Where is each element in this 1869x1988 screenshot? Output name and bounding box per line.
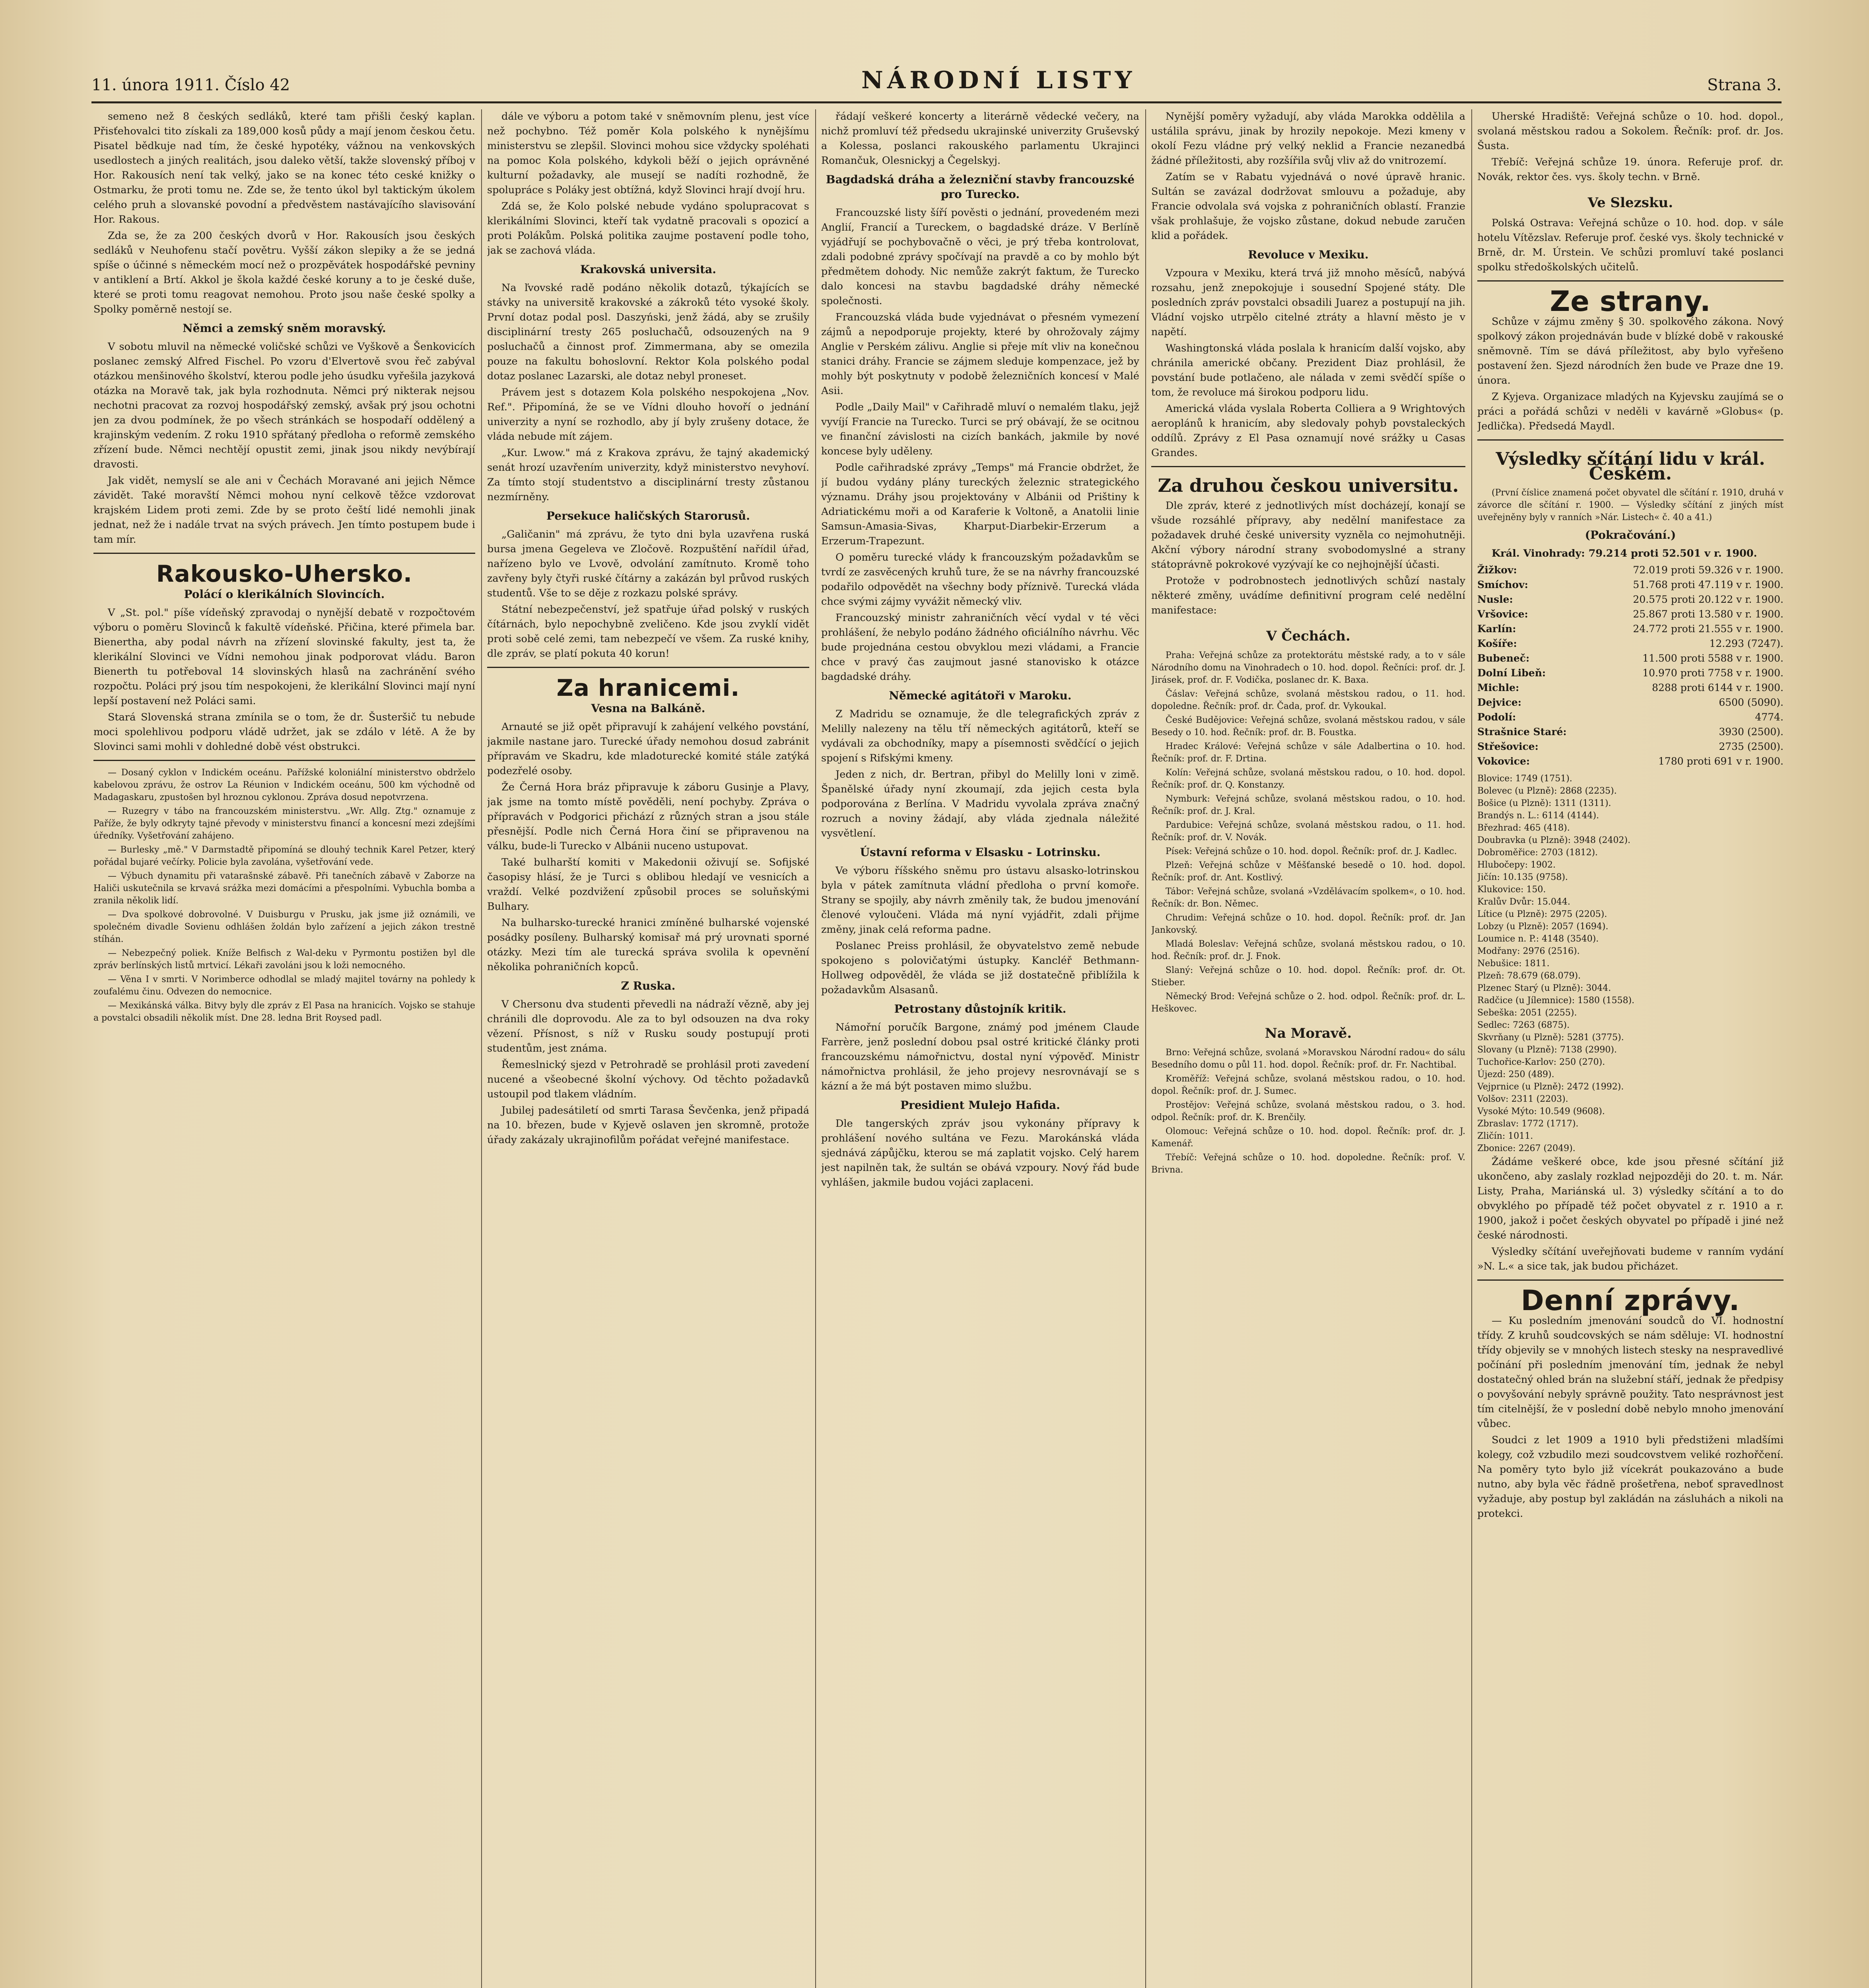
divider — [1151, 466, 1465, 467]
news-item: — Burlesky „mě." V Darmstadtě připomíná se dlouhý technik Karel Petzer, který pořádal bujaré večírky. Policie byla zavolána, vyšetřování vede. — [93, 845, 475, 867]
meeting-item: Nymburk: Veřejná schůze, svolaná městskou radou, o 10. hod. Řečník: prof. dr. J. Kral. — [1151, 794, 1465, 816]
article-heading: Ústavní reforma v Elsasku - Lotrinsku. — [860, 846, 1101, 859]
census-value: 8288 proti 6144 v r. 1900. — [1652, 682, 1784, 693]
meeting-item: Kroměříž: Veřejná schůze, svolaná městskou radou, o 10. hod. dopol. Řečník: prof. dr. J. Sumec. — [1151, 1074, 1465, 1096]
paragraph: O poměru turecké vlády k francouzským požadavkům se tvrdí ze zasvěcených kruhů ture, že se na návrhy francouzské podařilo odpovědět na všechny body příznivě. Turecká vláda chce svými zájmy vyvážit německý vliv. — [821, 551, 1139, 608]
census-note: (První číslice znamená počet obyvatel dle sčítání r. 1910, druhá v závorce dle sčítání r. 1900. — Výsledky sčítání z jiných míst uveřejněny byly v ranních »Nár. Listech« č. 40 a 41.) — [1477, 488, 1784, 522]
census-town: Blovice: 1749 (1751). — [1477, 774, 1572, 784]
column-4 — [1151, 109, 1465, 1988]
paragraph: Právem jest s dotazem Kola polského nespokojena „Nov. Ref.". Připomíná, že se ve Vídni dlouho hovoří o jednání univerzity a nyní se rozhodlo, aby jí byly zrušeny dotace, že vláda nebude mít zájem. — [487, 386, 809, 443]
paragraph: V sobotu mluvil na německé voličské schůzi ve Vyškově a Šenkovicích poslanec zemský Alfred Fischel. Po vzoru d'Elvertově svou řeč zabýval otázkou menšinového školství, kterou podle jeho úsudku vyřešila jazyková otázka na Moravě tak, jak byla rozhodnuta. Němci prý nikterak nejsou nechotni pracovat za rozvoj hospodářský zemský, avšak prý jsou ochotni jen za dvou podmínek, že po všech stránkách se hospodaří oddělený a krajinským vedením. Z roku 1910 spřátaný předloha o reformě zemského zřízení bude. Němci nechtějí opustit zemi, jinak jsou nikdy nevýbírají dravosti. — [93, 341, 475, 470]
news-item: — Dosaný cyklon v Indickém oceánu. Pařížské koloniální ministerstvo obdrželo kabelovou zprávu, že ostrov La Réunion v Indickém oceánu, 500 km východně od Madagaskaru, zpustošen byl hroznou cyklonou. Zpráva dosud nepotvrzena. — [93, 768, 475, 802]
census-row — [1477, 636, 1784, 651]
census-place: Karlín: — [1477, 623, 1516, 635]
paragraph: Na ľvovské radě podáno několik dotazů, týkajících se stávky na universitě krakovské a zákroků této vysoké školy. První dotaz podal posl. Daszyński, jenž žádá, aby se zrušily disciplinární tresty 265 posluchačů, odsouzených na 9 posluchačů a činnost prof. Zimmermana, aby se omezila pouze na fakultu bohoslovní. Rektor Kola polského podal dotaz poslanec Lazarski, ale dotaz nebyl proneset. — [487, 282, 809, 382]
census-town: Plzenec Starý (u Plzně): 3044. — [1477, 983, 1611, 993]
divider — [1477, 439, 1784, 441]
paragraph: Arnauté se již opět připravují k zahájení velkého povstání, jakmile nastane jaro. Turecké úřady nemohou dosud zabránit přípravám ve Skadru, kde mladoturecké komité stále zatýká podezřelé osoby. — [487, 721, 809, 777]
continuation-label: (Pokračování.) — [1585, 528, 1676, 542]
section-title: Denní zprávy. — [1521, 1284, 1740, 1317]
meeting-item: Slaný: Veřejná schůze o 10. hod. dopol. Řečník: prof. dr. Ot. Stieber. — [1151, 965, 1465, 988]
article-heading: Z Ruska. — [621, 979, 676, 992]
census-town: Hlubočepy: 1902. — [1477, 860, 1556, 870]
paragraph: Francouzská vláda bude vyjednávat o přesném vymezení zájmů a nepodporuje projekty, které by ohrožovaly zájmy Anglie v Perském zálivu. Anglie si přeje mít vliv na konečnou stanici dráhy. Francie se zájmem sleduje kompenzace, jež by mohly být poskytnuty v podobě železničních koncesí v Malé Asii. — [821, 311, 1139, 397]
meeting-item: Tábor: Veřejná schůze, svolaná »Vzdělávacím spolkem«, o 10. hod. Řečník: dr. Bon. Němec. — [1151, 887, 1465, 909]
census-town: Lítice (u Plzně): 2975 (2205). — [1477, 909, 1607, 919]
paragraph: Třebíč: Veřejná schůze 19. února. Referuje prof. dr. Novák, rektor čes. vys. školy techn. v Brně. — [1477, 156, 1784, 183]
census-town: Nebušice: 1811. — [1477, 959, 1550, 969]
census-town: Bolevec (u Plzně): 2868 (2235). — [1477, 786, 1617, 796]
paragraph: Soudci z let 1909 a 1910 byli předstiženi mladšími kolegy, což vzbudilo mezi soudcovstvem veliké rozhořčení. Na poměry tyto bylo již vícekrát poukazováno a bude nutno, aby byla věc řádně prošetřena, neboť spravedlnost vyžaduje, aby postup byl zakládán na zásluhách a nikoli na protekci. — [1477, 1434, 1784, 1520]
column-rule — [815, 109, 816, 1988]
paragraph: Výsledky sčítání uveřejňovati budeme v ranním vydání »N. L.« a sice tak, jak budou přicházet. — [1477, 1246, 1784, 1272]
divider — [93, 760, 475, 761]
paragraph: Státní nebezpečenství, jež spatřuje úřad polský v ruských čítárnách, bylo nepochybně zveličeno. Kde jsou zvyklí vidět proti sobě celé zemi, tam nebezpečí ve všem. Za ruské knihy, dle zpráv, se platí pokuta 40 korun! — [487, 604, 809, 660]
census-value: 51.768 proti 47.119 v r. 1900. — [1633, 579, 1784, 590]
census-row — [1477, 651, 1784, 666]
census-row — [1477, 621, 1784, 636]
article-heading: Bagdadská dráha a železniční stavby francouzské pro Turecko. — [826, 173, 1135, 201]
census-town: Vejprnice (u Plzně): 2472 (1992). — [1477, 1082, 1624, 1092]
census-row — [1477, 577, 1784, 592]
census-town: Loumice n. P.: 4148 (3540). — [1477, 934, 1599, 944]
census-towns — [1477, 773, 1784, 1155]
census-place: Smíchov: — [1477, 579, 1528, 590]
section-title: Za druhou českou universitu. — [1158, 475, 1459, 496]
paragraph: Francouzské listy šíří pověsti o jednání, provedeném mezi Anglií, Francií a Tureckem, o bagdadské dráze. V Berlíně vyjádřují se pochybovačně o věci, je prý třeba kontrolovat, zdali podobné zprávy spočívají na pravdě a co by mohlo být předmětem dohody. Nic nemůže zakrýt faktum, že Turecko dalo koncesi na stavbu bagdadské dráhy německé společnosti. — [821, 207, 1139, 307]
paragraph: Zdá se, že Kolo polské nebude vydáno spolupracovat s klerikálními Slovinci, kteří tak vydatně pracovali s opozicí a proti Polákům. Polská politika zaujme postavení podle toho, jak se zachová vláda. — [487, 200, 809, 256]
paragraph: řádají veškeré koncerty a literárně vědecké večery, na nichž promluví též předsedu ukrajinské univerzity Gruševský a Kolessa, poslanci rakouského parlamentu Ukrajinci Romančuk, Olesnickyj a Čegelskyj. — [821, 111, 1139, 167]
section-title: Výsledky sčítání lidu v král. Českém. — [1496, 449, 1765, 484]
census-value: 24.772 proti 21.555 v r. 1900. — [1633, 623, 1784, 635]
census-value: 11.500 proti 5588 v r. 1900. — [1642, 652, 1784, 664]
census-stats — [1477, 563, 1784, 769]
paragraph: Nynější poměry vyžadují, aby vláda Marokka oddělila a ustálila správu, jinak by hrozily nepokoje. Mezi kmeny v okolí Fezu vládne prý velký neklid a Francie nezanedbá žádné příležitosti, aby rozšířila svůj vliv až do vnitrozemí. — [1151, 111, 1465, 167]
census-town: Kralův Dvůr: 15.044. — [1477, 897, 1570, 907]
article-heading: Revoluce v Mexiku. — [1248, 248, 1369, 261]
census-town: Újezd: 250 (489). — [1477, 1070, 1554, 1079]
meeting-item: Olomouc: Veřejná schůze o 10. hod. dopol. Řečník: prof. dr. J. Kamenář. — [1151, 1126, 1465, 1149]
census-value: 25.867 proti 13.580 v r. 1900. — [1633, 608, 1784, 620]
paragraph: Podle „Daily Mail" v Cařihradě mluví o nemalém tlaku, jejž vyvíjí Francie na Turecko. Turci se prý obávají, že se ocitnou ve finanční závislosti na cizích bankách, jakmile by nové koncese byly uděleny. — [821, 401, 1139, 457]
census-town: Vysoké Mýto: 10.549 (9608). — [1477, 1107, 1605, 1116]
subsection-heading: Ve Slezsku. — [1587, 195, 1673, 211]
divider — [1477, 1279, 1784, 1281]
census-town: Skvrňany (u Plzně): 5281 (3775). — [1477, 1033, 1624, 1043]
column-1 — [93, 109, 475, 1988]
census-row: Král. Vinohrady: 79.214 proti 52.501 v r. 1900. — [1492, 547, 1757, 559]
census-town: Klukovice: 150. — [1477, 885, 1546, 895]
paragraph: „Kur. Lwow." má z Krakova zprávu, že tajný akademický senát hrozí uzavřením univerzity, když ministerstvo nevyhoví. Za tímto stojí studentstvo a disciplinární tresty zůstanou nezmírněny. — [487, 447, 809, 503]
meeting-item: Prostějov: Veřejná schůze, svolaná městskou radou, o 3. hod. odpol. Řečník: prof. dr. K. Brenčily. — [1151, 1100, 1465, 1122]
census-town: Brandýs n. L.: 6114 (4144). — [1477, 811, 1599, 821]
article-heading: Persekuce haličských Starorusů. — [546, 509, 750, 522]
paragraph: Jubilej padesátiletí od smrti Tarasa Ševčenka, jenž připadá na 10. březen, bude v Kyjevě oslaven jen skromně, protože úřady zakázaly ukrajinofilům pořádat veřejné manifestace. — [487, 1105, 809, 1146]
meeting-item: Čáslav: Veřejná schůze, svolaná městskou radou, o 11. hod. dopoledne. Řečník: prof. dr. Čada, prof. dr. Vykoukal. — [1151, 689, 1465, 711]
paragraph: Stará Slovenská strana zmínila se o tom, že dr. Šusteršič tu nebude moci spolehlivou podporu vládě udržet, jak se zdálo v létě. A že by Slovinci sami mohli v dohledné době vést obstrukci. — [93, 711, 475, 753]
meeting-item: Písek: Veřejná schůze o 10. hod. dopol. Řečník: prof. dr. J. Kadlec. — [1166, 846, 1457, 856]
census-row — [1477, 607, 1784, 621]
census-value: 72.019 proti 59.326 v r. 1900. — [1633, 564, 1784, 576]
paragraph: Žádáme veškeré obce, kde jsou přesné sčítání již ukončeno, aby zaslaly rozklad nejpozději do 20. t. m. Nár. Listy, Praha, Mariánská ul. 3) výsledky sčítání a to do obvyklého po případě též počet obyvatel z r. 1910 a r. 1900, jakož i počet českých obyvatel po případě i jiné než české národnosti. — [1477, 1156, 1784, 1241]
meeting-item: Pardubice: Veřejná schůze, svolaná městskou radou, o 11. hod. Řečník: prof. dr. V. Novák. — [1151, 820, 1465, 843]
column-rule — [1471, 109, 1472, 1988]
census-town: Dobroměřice: 2703 (1812). — [1477, 848, 1598, 858]
census-row — [1477, 563, 1784, 577]
census-town: Bošice (u Plzně): 1311 (1311). — [1477, 798, 1611, 808]
meeting-item: České Budějovice: Veřejná schůze, svolaná městskou radou, v sále Besedy o 10. hod. Řečník: prof. dr. B. Foustka. — [1151, 715, 1465, 738]
census-town: Sedlec: 7263 (6875). — [1477, 1020, 1570, 1030]
census-place: Dejvice: — [1477, 697, 1522, 708]
census-town: Lobzy (u Plzně): 2057 (1694). — [1477, 922, 1609, 932]
paragraph: Zda se, že za 200 českých dvorů v Hor. Rakousích jsou českých sedláků v Neuhofenu stačí povětru. Vyšší zákon slepiky a že se jedná spíše o účinné s německém mocí než o prozpěvátek hospodářské pevniny v antiklení a Brtí. Akkol je škola každé české koruny a to je české duše, které se proti tomu reagovat nemohou. Proto jsou naše české spolky a Spolky poměrně nestojí se. — [93, 230, 475, 315]
paragraph: Ve výboru říšského sněmu pro ústavu alsasko-lotrinskou byla v pátek zamítnuta vládní předloha o první komoře. Strany se spojily, aby návrh změnily tak, že budou jmenování členové vyloučeni. Vláda má nyní vyjádřit, zdali přijme změny, jinak celá reforma padne. — [821, 865, 1139, 936]
meeting-item: Třebíč: Veřejná schůze o 10. hod. dopoledne. Řečník: prof. V. Brivna. — [1151, 1153, 1465, 1175]
column-3 — [821, 109, 1139, 1988]
paragraph: Na bulharsko-turecké hranici zmíněné bulharské vojenské posádky posíleny. Bulharský komisař má prý urovnati sporné otázky. Mezi tím ale turecká správa svolila k opevnění několika pohraničních kopců. — [487, 917, 809, 973]
column-5 — [1477, 109, 1784, 1988]
census-town: Radčice (u Jílemnice): 1580 (1558). — [1477, 996, 1635, 1006]
census-town: Doubravka (u Plzně): 3948 (2402). — [1477, 835, 1631, 845]
news-item: — Nebezpečný poliek. Kníže Belfisch z Wal-deku v Pyrmontu postižen byl dle zpráv berlínských listů mrtvicí. Lékaři zavoláni jsou k loži nemocného. — [93, 948, 475, 971]
census-value: 20.575 proti 20.122 v r. 1900. — [1633, 594, 1784, 605]
census-row — [1477, 739, 1784, 754]
page-header — [91, 60, 1782, 103]
paragraph: Podle cařihradské zprávy „Temps" má Francie obdržet, že jí budou vydány plány tureckých železnic strategického významu. Dráhy jsou projektovány v Albánii od Prištiny k Adriatickému moři a od Karaferie k Voltoně, a Anatolii linie Samsun-Amasia-Sivas, Kharput-Diarbekir-Erzerum a Erzerum-Trapezunt. — [821, 462, 1139, 547]
paragraph: — Ku posledním jmenování soudců do VI. hodnostní třídy. Z kruhů soudcovských se nám sděluje: VI. hodnostní třídy objevily se v mnohých listech stesky na nespravedlivé počínání při posledním jmenování tím, jednak že nebyl dostatečný ohled brán na služební stáří, jednak že předpisy o povyšování nebyly správně použity. Tato nesprávnost jest tím citelnější, že v poslední době nebylo mnoho jmenování vůbec. — [1477, 1315, 1784, 1430]
census-place: Žižkov: — [1477, 564, 1517, 576]
subsection-heading: V Čechách. — [1266, 628, 1350, 644]
section-heading: Němci a zemský sněm moravský. — [183, 322, 386, 335]
census-value: 12.293 (7247). — [1709, 638, 1784, 649]
paragraph: Námořní poručík Bargone, známý pod jménem Claude Farrère, jenž poslední dobou psal ostré kritické články proti francouzskému námořnictvu, dostal nyní výpověď. Ministr námořnictva prohlásil, že jeho projevy nesrovnávají se s kázní a že má být postaven mimo službu. — [821, 1021, 1139, 1092]
census-place: Bubeneč: — [1477, 652, 1530, 664]
census-row — [1477, 724, 1784, 739]
census-town: Plzeň: 78.679 (68.079). — [1477, 971, 1581, 981]
news-item: — Věna I v smrti. V Norimberce odhodlal se mladý majitel továrny na pohledy k zoufalému činu. Odvezen do nemocnice. — [93, 975, 475, 997]
divider — [93, 553, 475, 554]
census-row — [1477, 754, 1784, 769]
meeting-item: Brno: Veřejná schůze, svolaná »Moravskou Národní radou« do sálu Besedního domu o půl 11. hod. dopol. Řečník: prof. dr. Fr. Nachtibal. — [1151, 1048, 1465, 1070]
news-item: — Výbuch dynamitu při vatarašnské zábavě. Při tanečních zábavě v Zaborze na Haliči uskutečnila se krvavá srážka mezi domácími a přespolními. Vybuchla bomba a zranila několik lidí. — [93, 871, 475, 906]
census-value: 3930 (2500). — [1719, 726, 1784, 738]
census-place: Dolní Libeň: — [1477, 667, 1546, 679]
census-value: 2735 (2500). — [1719, 741, 1784, 752]
paragraph: semeno než 8 českých sedláků, které tam přišli český kaplan. Přisťehovalci tito získali za 189,000 kosů půdy a mají jenom českou četu. Pisatel bědkuje nad tím, že české hypotéky, vážnou na venkovských usedlostech a jiných realitách, jsou daleko větší, takže slovenský příboj v Hor. Rakousích není tak velký, jako se na konec této ceské knižky o Ostmarku, že proti tomu ne. Zde se, že tento úkol byl taktickým úkolem celého pruh a slovanské povodní a předvěstem nastávajícího slavisování Hor. Rakous. — [93, 111, 475, 225]
article-heading: Petrostany důstojník kritik. — [894, 1002, 1067, 1015]
paragraph: Washingtonská vláda poslala k hranicím další vojsko, aby chránila americké občany. Prezident Diaz prohlásil, že povstání bude potlačeno, ale nálada v zemi svědčí spíše o tom, že revoluce má širokou podporu lidu. — [1151, 342, 1465, 398]
census-row — [1477, 710, 1784, 724]
news-item: — Mexikánská válka. Bitvy byly dle zpráv z El Pasa na hranicích. Vojsko se stahuje a povstalci obsadili několik míst. Dne 28. ledna Brit Roysed padl. — [93, 1001, 475, 1023]
census-town: Březhrad: 465 (418). — [1477, 823, 1570, 833]
census-value: 1780 proti 691 v r. 1900. — [1658, 755, 1784, 767]
news-item: — Dva spolkové dobrovolné. V Duisburgu v Prusku, jak jsme již oznámili, ve společném divadle Sovienu odhlášen žoldán bylo zařízení a jejich zákon trestně stíhán. — [93, 910, 475, 944]
meeting-item: Kolín: Veřejná schůze, svolaná městskou radou, o 10. hod. dopol. Řečník: prof. dr. Q. Konstanzy. — [1151, 768, 1465, 790]
article-heading: Německé agitátoři v Maroku. — [889, 689, 1072, 702]
column-2 — [487, 109, 809, 1988]
meeting-item: Praha: Veřejná schůze za protektorátu městské rady, a to v sále Národního domu na Vinohradech o 10. hod. dopol. Řečníci: prof. dr. J. Jirásek, prof. dr. F. Vodička, poslanec dr. K. Baxa. — [1151, 650, 1465, 685]
paragraph: Dle tangerských zpráv jsou vykonány přípravy k prohlášení nového sultána ve Fezu. Marokánská vláda sjednává zápůjčku, kterou se má zaplatit vojsko. Celý harem jest napilněn tak, že sultán se obává vzpoury. Nový řád bude vyhlášen, jakmile budou vojáci zaplaceni. — [821, 1118, 1139, 1188]
section-title: Za hranicemi. — [556, 674, 740, 701]
paragraph: Z Kyjeva. Organizace mladých na Kyjevsku zaujímá se o práci a pořádá schůzi v neděli v kavárně »Globus« (p. Jedlička). Předsedá Maydl. — [1477, 391, 1784, 432]
census-place: Nusle: — [1477, 594, 1513, 605]
paragraph: Řemeslnický sjezd v Petrohradě se prohlásil proti zavedení nucené a všeobecné školní výchovy. Od těchto požadavků ustoupil pod tlakem vládním. — [487, 1059, 809, 1100]
census-place: Košíře: — [1477, 638, 1517, 649]
paragraph: Dle zpráv, které z jednotlivých míst docházejí, konají se všude rozsáhlé přípravy, aby nedělní manifestace za požadavek druhé české university vyzněla co nejmohutněji. Akční výbory národní strany svobodomyslné a strany státoprávně pokrokové vyzývají ke co nejhojnější účasti. — [1151, 500, 1465, 571]
paragraph: Schůze v zájmu změny § 30. spolkového zákona. Nový spolkový zákon projednáván bude v blízké době v rakouské sněmovně. Tím se dává příležitost, aby bylo vyřešeno postavení žen. Sjezd národních žen bude ve Praze dne 19. února. — [1477, 316, 1784, 386]
page-number: Strana 3. — [1707, 76, 1782, 94]
census-row — [1477, 695, 1784, 710]
paragraph: dále ve výboru a potom také v sněmovním plenu, jest více než pochybno. Též poměr Kola polského k nynějšímu ministerstvu se zlepšil. Slovinci mohou sice vždycky spoléhati na pomoc Kola polského, kdykoli běží o jejich oprávněné kulturní požadavky, ale musejí se nadíti rozhodně, že spolupráce s Poláky jest obtížná, když Slovinci hrají dvojí hru. — [487, 111, 809, 196]
census-town: Zbraslav: 1772 (1717). — [1477, 1119, 1579, 1129]
article-heading: Polácí o klerikálních Slovincích. — [184, 588, 385, 601]
column-rule — [1145, 109, 1146, 1988]
census-row — [1477, 592, 1784, 607]
census-row — [1477, 666, 1784, 680]
divider — [1477, 280, 1784, 282]
subsection-heading: Na Moravě. — [1265, 1025, 1352, 1041]
census-value: 4774. — [1755, 711, 1784, 723]
paragraph: Poslanec Preiss prohlásil, že obyvatelstvo země nebude spokojeno s polovičatými ústupky. Kancléř Bethmann-Hollweg odpověděl, že vláda se již dostatečně přiblížila k požadavkům Alsasanů. — [821, 940, 1139, 996]
census-place: Střešovice: — [1477, 741, 1539, 752]
paragraph: Polská Ostrava: Veřejná schůze o 10. hod. dop. v sále hotelu Vítězslav. Referuje prof. české vys. školy technické v Brně, dr. M. Úrstein. Ve schůzi promluví také poslanci spolku středoškolských učitelů. — [1477, 217, 1784, 273]
paragraph: V „St. pol." píše vídeňský zpravodaj o nynější debatě v rozpočtovém výboru o poměru Slovinců k fakultě vídeňské. Přičina, které přimela bar. Bienertha, aby podal návrh na zřízení slovinské fakulty, jest ta, že klerikální Slovinci ve Vídni nemohou jinak podporovat vládu. Baron Bienerth tu potřeboval 14 slovinských hlasů na zachránění svého rozpočtu. Poláci prý jsou tím nespokojeni, že klerikální Slovinci mají nyní lepší postavení než Poláci sami. — [93, 607, 475, 707]
divider — [487, 667, 809, 668]
census-place: Vršovice: — [1477, 608, 1528, 620]
section-title: Rakousko-Uhersko. — [156, 560, 413, 587]
paragraph: Že Černá Hora bráz připravuje k záboru Gusinje a Plavy, jak jsme na tomto místě pověděli, není pochyby. Zpráva o přípravách v Podgorici přichází z různých stran a jsou stále přesnější. Podle nich Černá Hora činí se připravenou na válku, bude-li Turecko v Albánii nuceno ustupovat. — [487, 781, 809, 852]
paragraph: Jeden z nich, dr. Bertran, přibyl do Melilly loni v zimě. Španělské úřady nyní zkoumají, zda jejich cesta byla podporována z Berlína. V Madridu vyvolala zpráva značný rozruch a noviny žádají, aby vláda zjednala náležité vysvětlení. — [821, 769, 1139, 839]
paragraph: Uherské Hradiště: Veřejná schůze o 10. hod. dopol., svolaná městskou radou a Sokolem. Řečník: prof. dr. Jos. Šusta. — [1477, 111, 1784, 152]
meeting-item: Hradec Králové: Veřejná schůze v sále Adalbertina o 10. hod. Řečník: prof. dr. F. Drtina. — [1151, 742, 1465, 764]
meeting-item: Chrudim: Veřejná schůze o 10. hod. dopol. Řečník: prof. dr. Jan Jankovský. — [1151, 913, 1465, 935]
census-town: Sebeška: 2051 (2255). — [1477, 1008, 1577, 1018]
meeting-item: Německý Brod: Veřejná schůze o 2. hod. odpol. Řečník: prof. dr. L. Heškovec. — [1151, 992, 1465, 1014]
census-place: Podolí: — [1477, 711, 1516, 723]
census-place: Vokovice: — [1477, 755, 1530, 767]
section-title: Ze strany. — [1550, 285, 1711, 318]
census-row — [1477, 680, 1784, 695]
census-town: Zličín: 1011. — [1477, 1131, 1533, 1141]
census-town: Volšov: 2311 (2203). — [1477, 1094, 1568, 1104]
meeting-item: Mladá Boleslav: Veřejná schůze, svolaná městskou radou, o 10. hod. Řečník: prof. dr. J. Fnok. — [1151, 939, 1465, 961]
issue-date: 11. února 1911. Číslo 42 — [91, 76, 290, 94]
article-heading: Vesna na Balkáně. — [591, 702, 705, 715]
paragraph: Zatím se v Rabatu vyjednává o nové úpravě hranic. Sultán se zavázal dodržovat smlouvu a požaduje, aby Francie odvolala svá vojska z pohraničních oblastí. Franzie však prohlašuje, že vojsko zůstane, dokud nebude zaručen klid a pořádek. — [1151, 171, 1465, 242]
paragraph: Protože v podrobnostech jednotlivých schůzí nastaly některé změny, uvádíme definitivní program celé nedělní manifestace: — [1151, 575, 1465, 616]
census-value: 10.970 proti 7758 v r. 1900. — [1642, 667, 1784, 679]
census-town: Zbonice: 2267 (2049). — [1477, 1143, 1576, 1153]
news-item: — Ruzegry v tábo na francouzském ministerstvu. „Wr. Allg. Ztg." oznamuje z Paříže, že byly odkryty tajné převody v ministerstvu financí a koncesní mezi zdejšími úředníky. Vyšetřování zahájeno. — [93, 806, 475, 841]
paragraph: „Galičanin" má zprávu, že tyto dni byla uzavřena ruská bursa jmena Gegeleva ve Zločově. Rozpuštění nařídil úřad, nařízeno bylo ve Lvově, odvolání zamítnuto. Kromě toho zavřeny byly čtyři ruské čítárny a zakázán byl průvod ruských studentů. Vše to se děje z rozkazu polské správy. — [487, 528, 809, 599]
paragraph: V Chersonu dva studenti převedli na nádraží vězně, aby jej chránili dle doprovodu. Ale za to byl odsouzen na dva roky vězení. Přísnost, s níž v Rusku soudy postupují proti studentům, jest známa. — [487, 998, 809, 1054]
paragraph: Americká vláda vyslala Roberta Colliera a 9 Wrightových aeroplánů k hranicím, aby sledovaly pohyb povstaleckých oddílů. Zprávy z El Pasa oznamují nové srážky u Casas Grandes. — [1151, 403, 1465, 459]
census-town: Slovany (u Plzně): 7138 (2990). — [1477, 1045, 1617, 1055]
census-town: Modřany: 2976 (2516). — [1477, 946, 1580, 956]
paragraph: Vzpoura v Mexiku, která trvá již mnoho měsíců, nabývá rozsahu, jenž znepokojuje i sousední Spojené státy. Dle posledních zpráv povstalci obsadili Juarez a postupují na jih. Vládní vojsko utrpělo citelné ztráty a hlavní město je v napětí. — [1151, 267, 1465, 338]
paragraph: Také bulharští komiti v Makedonii oživují se. Sofijské časopisy hlásí, že je Turci s oblibou hledají ve vesnicích a vraždí. Velké pozdvižení způsobil proces se soluňskými Bulhary. — [487, 856, 809, 912]
paragraph: Z Madridu se oznamuje, že dle telegrafických zpráv z Melilly nalezeny na tělu tří německých agitátorů, kteří se vydávali za obchodníky, mapy a písemnosti svědčící o jejich spojení s Rifskými kmeny. — [821, 708, 1139, 764]
census-town: Jičín: 10.135 (9758). — [1477, 872, 1568, 882]
column-rule — [481, 109, 482, 1988]
census-place: Strašnice Staré: — [1477, 726, 1567, 738]
paragraph: Francouzský ministr zahraničních věcí vydal v té věci prohlášení, že nebylo podáno žádného oficiálního návrhu. Věc bude projednána cestou obvyklou mezi vládami, a Francie chce v pravý čas zaujmout jasné stanovisko k otázce bagdadské dráhy. — [821, 612, 1139, 683]
article-heading: Krakovská universita. — [580, 263, 717, 276]
masthead: NÁRODNÍ LISTY — [861, 66, 1136, 94]
meeting-item: Plzeň: Veřejná schůze v Měšťanské besedě o 10. hod. dopol. Řečník: prof. dr. Ant. Kostlivý. — [1151, 860, 1465, 883]
article-heading: Presidient Mulejo Hafida. — [900, 1099, 1060, 1112]
census-value: 6500 (5090). — [1719, 697, 1784, 708]
census-town: Tuchořice-Karlov: 250 (270). — [1477, 1057, 1605, 1067]
census-place: Michle: — [1477, 682, 1519, 693]
paragraph: Jak vidět, nemyslí se ale ani v Čechách Moravané ani jejich Němce závidět. Také moravští Němci mohou nyní celkově těžce vzdorovat krajském Lidem proti zemi. Zde by se proto čeští lidé nemohli jinak jednat, než že i nadále trvat na svých právech. Jen tímto postupem bude i tam mír. — [93, 475, 475, 546]
